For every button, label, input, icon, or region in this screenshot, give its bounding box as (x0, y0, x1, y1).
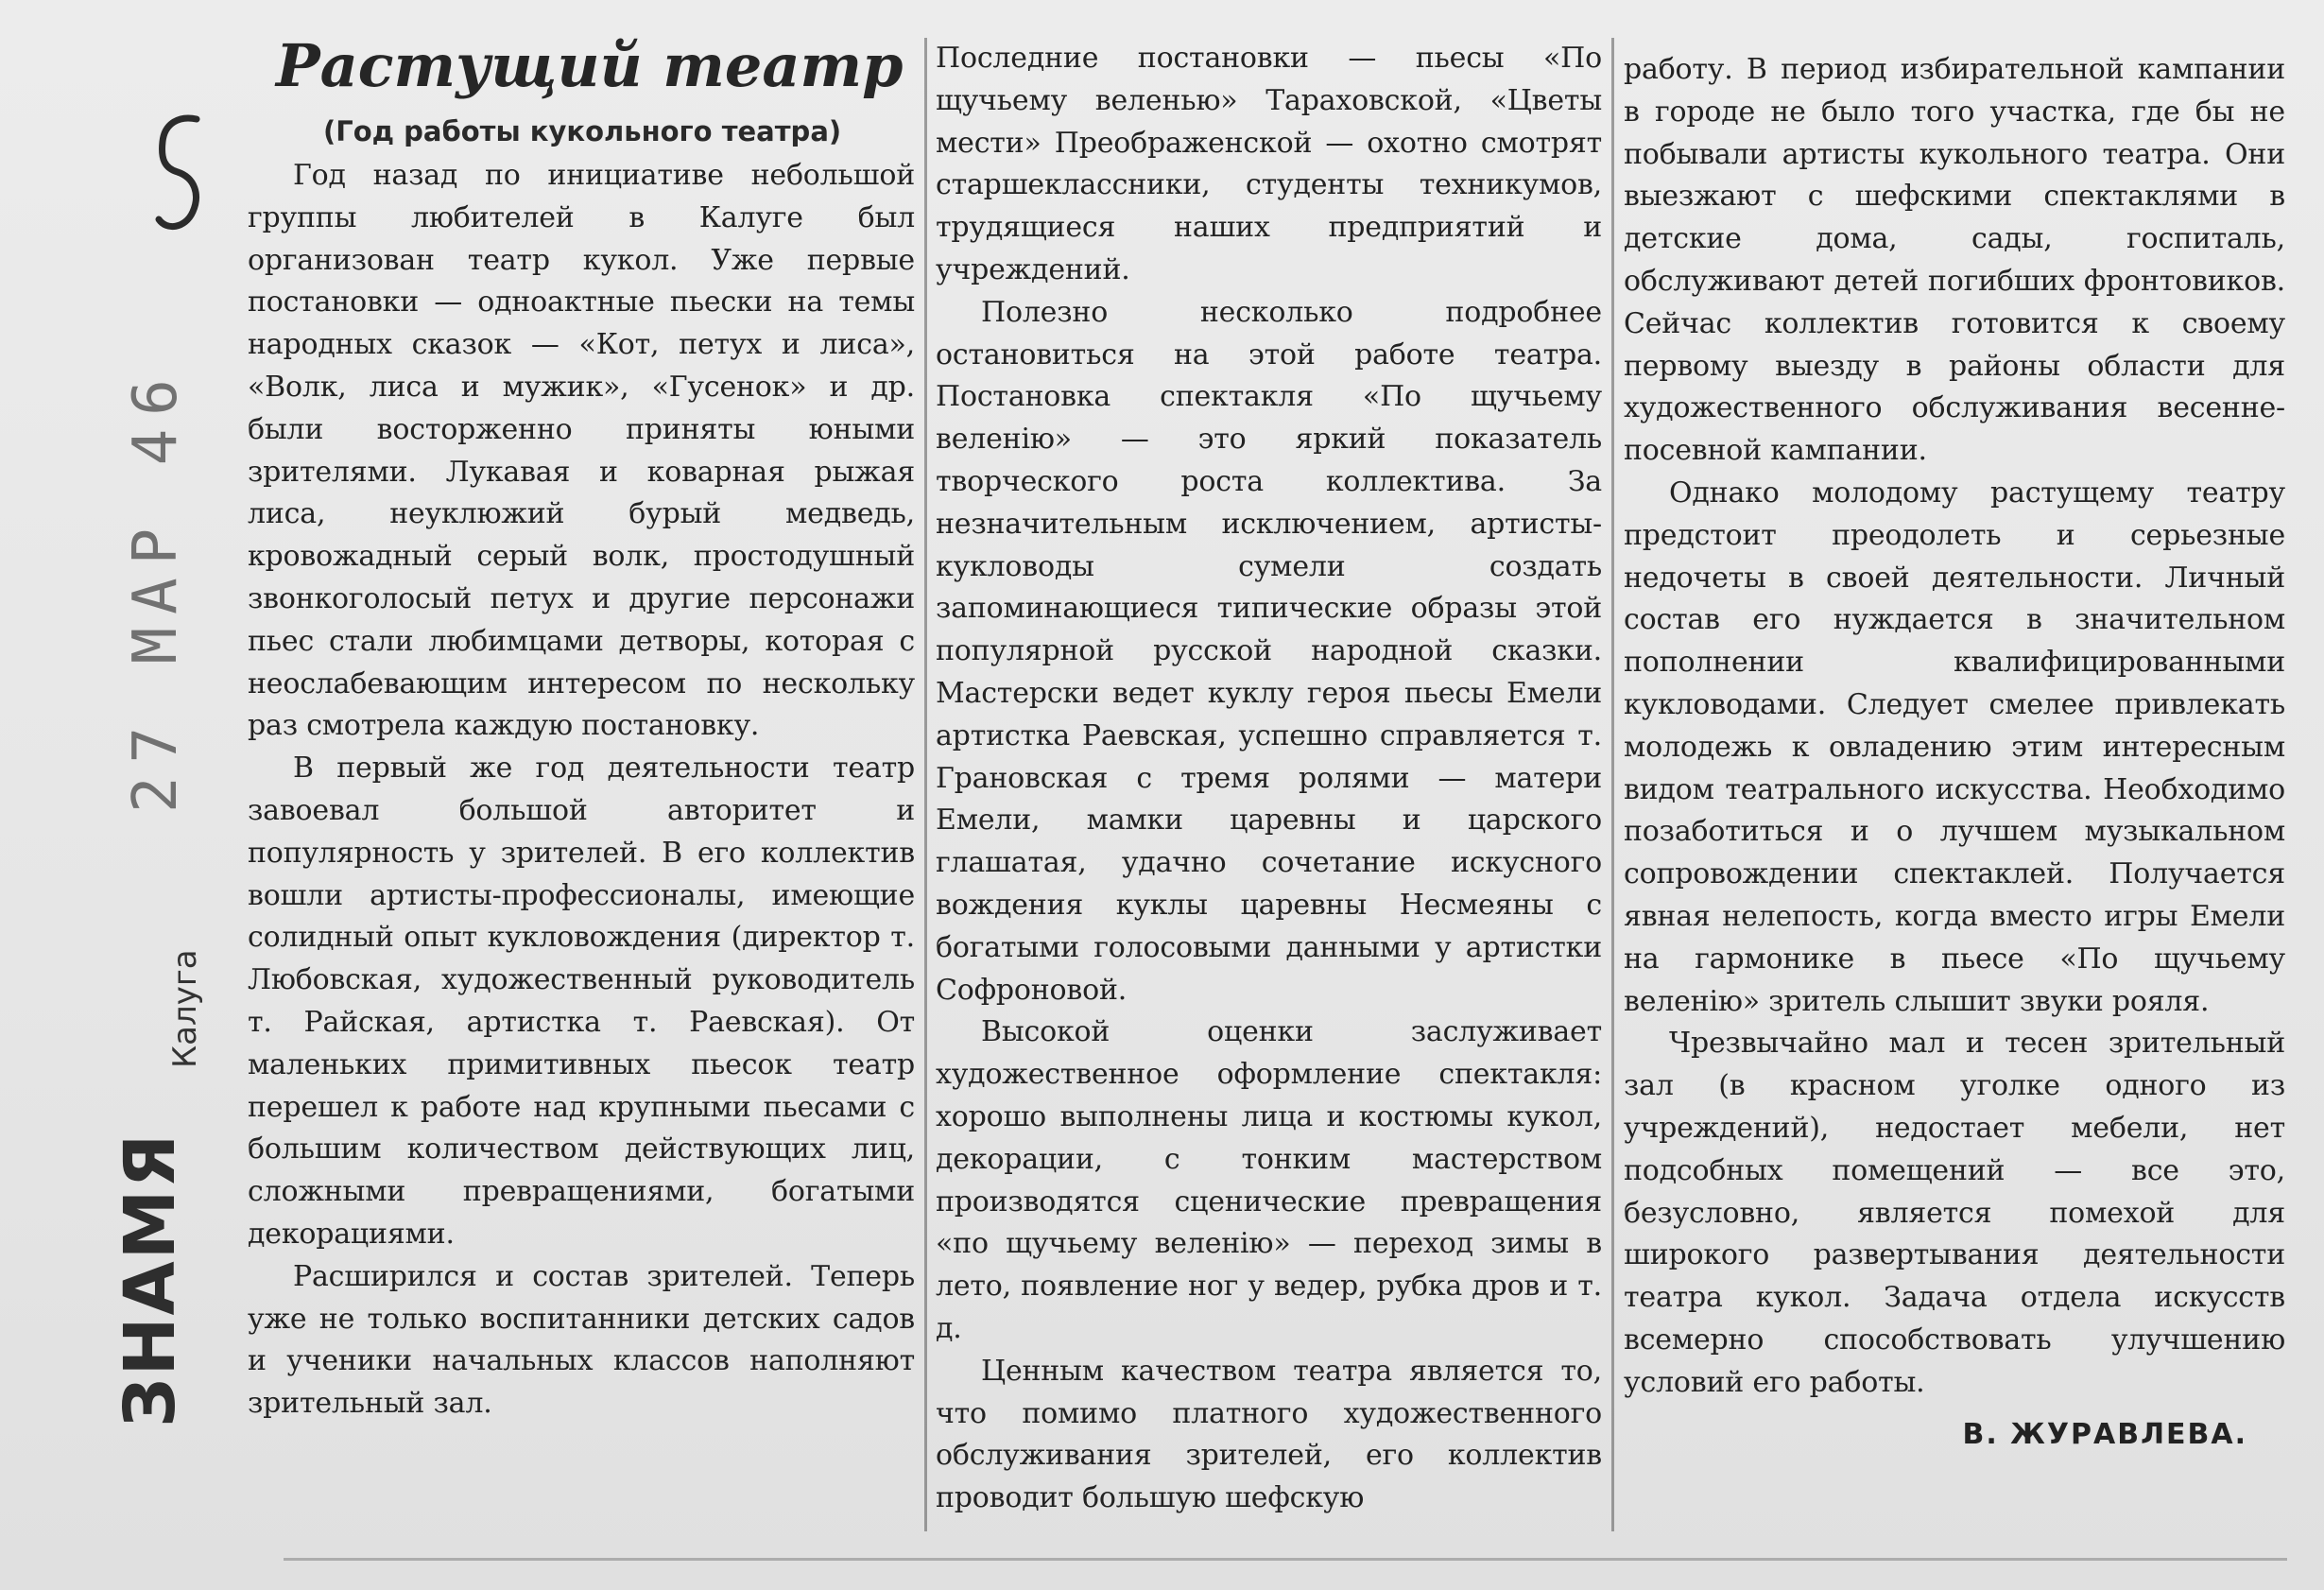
newspaper-masthead: ЗНАМЯ (110, 1132, 191, 1427)
paragraph: Ценным качеством театра является то, что помимо платного художественного обслуживания зрителей, его коллектив проводит большую шефскую (936, 1354, 1602, 1515)
paragraph: Последние постановки — пьесы «По щучьему веленью» Тараховской, «Цветы мести» Преображенской — охотно смотрят старшеклассники, студенты техникумов, трудящиеся наших предприятий и учреждений. (936, 42, 1602, 286)
paragraph: Год назад по инициативе небольшой группы любителей в Калуге был организован театр кукол. Уже первые постановки — одноактные пьески на темы народных сказок — «Кот, петух и лиса», «Волк, лиса и мужик», «Гусенок» и др. были восторженно приняты юными зрителями. Лукавая и коварная рыжая лиса, неуклюжий бурый медведь, кровожадный серый волк, простодушный звонкоголосый петух и другие персонажи пьес стали любимцами детворы, которая с неослабевающим интересом по нескольку раз смотрела каждую постановку. (248, 159, 915, 743)
article-column-2 (936, 38, 1602, 1541)
article-column-3 (1624, 49, 2285, 1552)
date-stamp: 27 МАР 46 (121, 366, 191, 813)
paragraph: Высокой оценки заслуживает художественное оформление спектакля: хорошо выполнены лица и костюмы кукол, декорации, с тонким мастерством производятся сценические превращения «по щучьему веленію» — переход зимы в лето, появление ног у ведер, рубка дров и т. д. (936, 1015, 1602, 1345)
paragraph: В первый же год деятельности театр завоевал большой авторитет и популярность у зрителей. В его коллектив вошли артисты-профессионалы, имеющие солидный опыт кукловождения (директор т. Любовская, художественный руководитель т. Райская, артистка т. Раевская). От маленьких примитивных пьесок театр перешел к работе над крупными пьесами с большим количеством действующих лиц, сложными превращениями, богатыми декорациями. (248, 752, 915, 1251)
paragraph: Чрезвычайно мал и тесен зрительный зал (в красном уголке одного из учреждений), недостает мебели, нет подсобных помещений — все это, безусловно, является помехой для широкого развертывания деятельности театра кукол. Задача отдела искусств всемерно способствовать улучшению условий его работы. (1624, 1027, 2285, 1399)
clipping-bottom-edge (284, 1558, 2287, 1561)
paragraph: Однако молодому растущему театру предстоит преодолеть и серьезные недочеты в своей деятельности. Личный состав его нуждается в значительном пополнении квалифицированными кукловодами. Следует смелее привлекать молодежь к овладению этим интересным видом театрального искусства. Необходимо позаботиться и о лучшем музыкальном сопровождении спектаклей. Получается явная нелепость, когда вместо игры Емели на гармонике в пьесе «По щучьему веленію» зритель слышит звуки рояля. (1624, 475, 2285, 1018)
author-signature: В. ЖУРАВЛЕВА. (1962, 1417, 2247, 1451)
article-column-1 (248, 28, 915, 1522)
paragraph: Расширился и состав зрителей. Теперь уже не только воспитанники детских садов и ученики начальных классов наполняют зрительный зал. (248, 1259, 915, 1421)
masthead-city: Калуга (166, 949, 204, 1068)
column-rule (924, 38, 927, 1531)
paragraph: работу. В период избирательной кампании в городе не было того участка, где бы не побывали артисты кукольного театра. Они выезжают с шефскими спектаклями в детские дома, сады, госпиталь, обслуживают детей погибших фронтовиков. Сейчас коллектив готовится к своему первому выезду в районы области для художественного обслуживания весенне-посевной кампании. (1624, 53, 2285, 468)
article-subtitle: (Год работы кукольного театра) (323, 115, 842, 147)
handwritten-number-5 (151, 113, 208, 236)
paragraph: Полезно несколько подробнее остановиться на этой работе театра. Постановка спектакля «По щучьему веленію» — это яркий показатель творческого роста коллектива. За незначительным исключением, артисты-кукловоды сумели создать запоминающиеся типические образы этой популярной русской народной сказки. Мастерски ведет куклу героя пьесы Емели артистка Раевская, успешно справляется т. Грановская с тремя ролями — матери Емели, мамки царевны и царского глашатая, удачно сочетание искусного вождения куклы царевны Несмеяны с богатыми голосовыми данными у артистки Софроновой. (936, 295, 1602, 1007)
article-title: Растущий театр (276, 31, 904, 100)
column-rule (1611, 38, 1614, 1531)
